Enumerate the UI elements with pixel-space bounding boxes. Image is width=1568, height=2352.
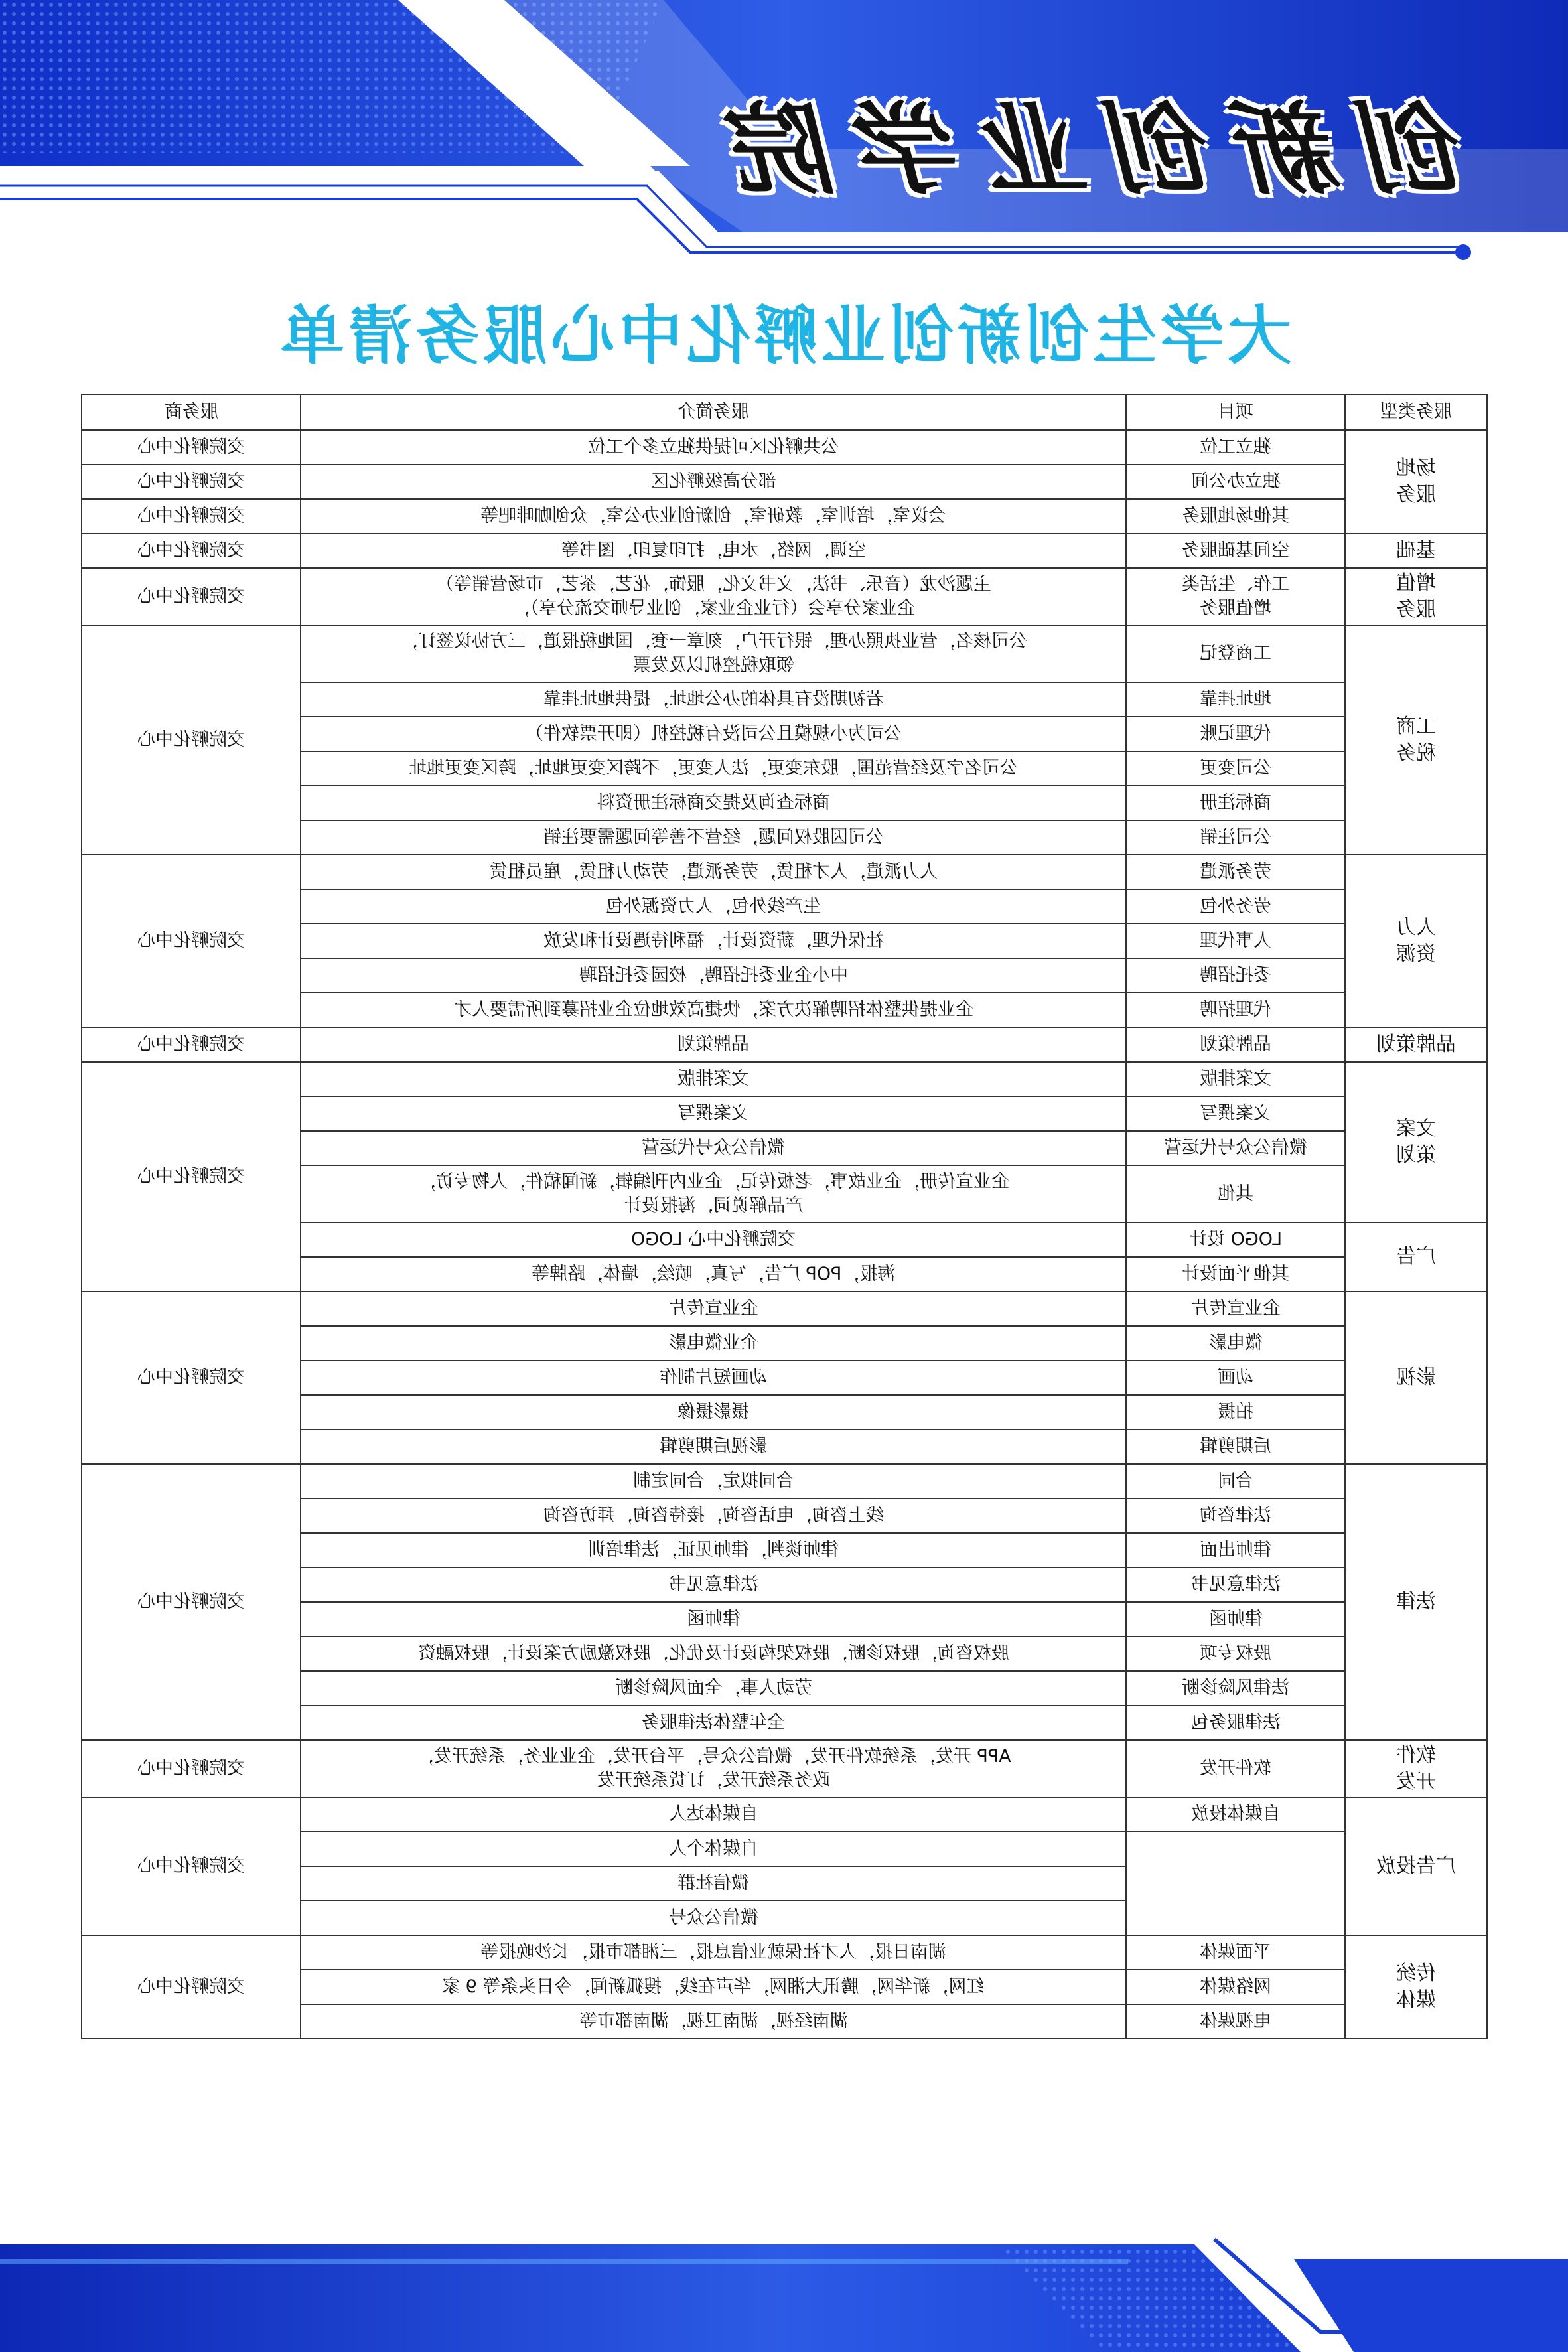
cell-desc: 商标查询及提交商标注册资料 [301, 786, 1126, 820]
cell-desc: 中小企业委托招聘，校园委托招聘 [301, 958, 1126, 993]
cell-item: 平面媒体 [1126, 1935, 1345, 1970]
cell-desc: 微信公众号 [301, 1901, 1126, 1935]
cell-desc: 线上咨询，电话咨询，接待咨询，拜访咨询 [301, 1499, 1126, 1533]
cell-desc: 生产线外包，人力资源外包 [301, 889, 1126, 924]
cell-item: 独立办公间 [1126, 465, 1345, 499]
service-table [81, 394, 1488, 2039]
cell-provider: 交院孵化中心 [82, 855, 301, 1027]
cell-item: 文案排版 [1126, 1062, 1345, 1096]
cell-desc: 律师谈判，律师见证，法律培训 [301, 1533, 1126, 1568]
cell-desc: 海报，POP 广告，写真，喷绘，墙体，路牌等 [301, 1257, 1126, 1291]
cell-provider: 交院孵化中心 [82, 1291, 301, 1464]
cell-item-empty [1126, 1832, 1345, 1935]
cell-item: 其他 [1126, 1165, 1345, 1222]
cell-desc: 自媒体达人 [301, 1797, 1126, 1832]
cell-desc: 文案撰写 [301, 1096, 1126, 1131]
cell-desc: 公司为小规模且公司没有税控机（即开票软件） [301, 717, 1126, 751]
table-row [82, 1935, 1487, 1970]
table-row [82, 1740, 1487, 1797]
table-row [82, 625, 1487, 682]
header-type: 服务类型 [1345, 394, 1487, 430]
cell-item: 法律风险诊断 [1126, 1671, 1345, 1706]
cell-item: 其他平面设计 [1126, 1257, 1345, 1291]
cell-item: 工商登记 [1126, 625, 1345, 682]
cell-item: 股权专项 [1126, 1637, 1345, 1671]
cell-item: 拍摄 [1126, 1395, 1345, 1430]
cell-desc: 湖南日报，人才社保就业信息报，三湘都市报，长沙晚报等 [301, 1935, 1126, 1970]
cell-provider: 交院孵化中心 [82, 1797, 301, 1935]
cell-item: 微信公众号代运营 [1126, 1131, 1345, 1165]
table-row [82, 430, 1487, 465]
cell-item: 其他场地服务 [1126, 499, 1345, 534]
cell-provider: 交院孵化中心 [82, 430, 301, 465]
cell-type: 法律 [1345, 1464, 1487, 1740]
cell-desc: 律师函 [301, 1602, 1126, 1637]
cell-desc: APP 开发，系统软件开发，微信公众号，平台开发，企业业务，系统开发， 政务系统开发，订货系统开发 [301, 1740, 1126, 1797]
cell-item: 后期剪辑 [1126, 1430, 1345, 1464]
cell-item: 企业宣传片 [1126, 1291, 1345, 1326]
cell-item: 商标注册 [1126, 786, 1345, 820]
cell-provider: 交院孵化中心 [82, 1027, 301, 1062]
cell-item: 动画 [1126, 1360, 1345, 1395]
cell-item: 代理记账 [1126, 717, 1345, 751]
cell-provider: 交院孵化中心 [82, 534, 301, 568]
cell-desc: 会议室，培训室，教研室，创新创业办公室，众创咖啡吧等 [301, 499, 1126, 534]
header-provider: 服务商 [82, 394, 301, 430]
cell-item: 地址挂靠 [1126, 682, 1345, 717]
cell-desc: 红网，新华网，腾讯大湘网，华声在线，搜狐新闻，今日头条等 9 家 [301, 1970, 1126, 2004]
cell-desc: 劳动人事，全面风险诊断 [301, 1671, 1126, 1706]
cell-item: 劳务派遣 [1126, 855, 1345, 889]
table-row [82, 1464, 1487, 1499]
cell-desc: 人力派遣，人才租赁，劳务派遣，劳动力租赁，雇员租赁 [301, 855, 1126, 889]
table-row [82, 534, 1487, 568]
cell-item: 品牌策划 [1126, 1027, 1345, 1062]
cell-desc: 文案排版 [301, 1062, 1126, 1096]
cell-type: 影视 [1345, 1291, 1487, 1464]
cell-item: 公司变更 [1126, 751, 1345, 786]
cell-provider: 交院孵化中心 [82, 465, 301, 499]
cell-desc: 交院孵化中心 LOGO [301, 1222, 1126, 1257]
cell-desc: 湖南经视，湖南卫视，湖南都市等 [301, 2004, 1126, 2039]
cell-type: 传统 媒体 [1345, 1935, 1487, 2039]
cell-item: 委托招聘 [1126, 958, 1345, 993]
cell-desc: 动画短片制作 [301, 1360, 1126, 1395]
cell-desc: 自媒体个人 [301, 1832, 1126, 1866]
cell-type: 场地 服务 [1345, 430, 1487, 534]
cell-desc: 合同拟定，合同定制 [301, 1464, 1126, 1499]
cell-desc: 公司因股权问题，经营不善等问题需要注销 [301, 820, 1126, 855]
cell-desc: 企业宣传片 [301, 1291, 1126, 1326]
cell-item: 代理招聘 [1126, 993, 1345, 1027]
cell-item: 法律意见书 [1126, 1568, 1345, 1602]
cell-type: 软件 开发 [1345, 1740, 1487, 1797]
cell-desc: 法律意见书 [301, 1568, 1126, 1602]
cell-desc: 企业宣传册，企业故事，老板传记，企业内刊编辑，新闻稿件，人物专访， 产品解说词，海报设计 [301, 1165, 1126, 1222]
cell-item: LOGO 设计 [1126, 1222, 1345, 1257]
cell-desc: 公司核名，营业执照办理，银行开户，刻章一套，国地税报道，三方协议签订， 领取税控机以及发票 [301, 625, 1126, 682]
cell-item: 微电影 [1126, 1326, 1345, 1360]
table-row [82, 465, 1487, 499]
cell-provider: 交院孵化中心 [82, 625, 301, 855]
cell-desc: 公司名字及经营范围，股东变更，法人变更，不跨区变更地址，跨区变更地址 [301, 751, 1126, 786]
cell-provider: 交院孵化中心 [82, 568, 301, 625]
cell-item: 文案撰写 [1126, 1096, 1345, 1131]
cell-item: 网络媒体 [1126, 1970, 1345, 2004]
table-row [82, 568, 1487, 625]
cell-item: 空间基础服务 [1126, 534, 1345, 568]
cell-item: 公司注销 [1126, 820, 1345, 855]
cell-item: 独立工位 [1126, 430, 1345, 465]
cell-type: 文案 策划 [1345, 1062, 1487, 1222]
cell-type: 品牌策划 [1345, 1027, 1487, 1062]
footer-banner [0, 2219, 1568, 2352]
cell-item: 律师函 [1126, 1602, 1345, 1637]
cell-item: 法律咨询 [1126, 1499, 1345, 1533]
cell-type: 人力 资源 [1345, 855, 1487, 1027]
cell-item: 自媒体投放 [1126, 1797, 1345, 1832]
cell-type: 增值 服务 [1345, 568, 1487, 625]
table-row [82, 1797, 1487, 1832]
cell-provider: 交院孵化中心 [82, 1935, 301, 2039]
cell-type: 广告投放 [1345, 1797, 1487, 1935]
cell-item: 劳务外包 [1126, 889, 1345, 924]
cell-provider: 交院孵化中心 [82, 1740, 301, 1797]
cell-desc: 摄影摄像 [301, 1395, 1126, 1430]
cell-desc: 公共孵化区可提供独立多个工位 [301, 430, 1126, 465]
header-item: 项目 [1126, 394, 1345, 430]
table-row [82, 499, 1487, 534]
cell-desc: 空调，网络，水电，打印复印，图书等 [301, 534, 1126, 568]
header-desc: 服务简介 [301, 394, 1126, 430]
cell-provider: 交院孵化中心 [82, 1464, 301, 1740]
brand-title: 创新创业学院 [711, 92, 1468, 208]
cell-item: 法律服务包 [1126, 1706, 1345, 1740]
table-row [82, 1062, 1487, 1096]
table-header-row [82, 394, 1487, 430]
cell-desc: 全年整体法律服务 [301, 1706, 1126, 1740]
cell-item: 合同 [1126, 1464, 1345, 1499]
cell-item: 电视媒体 [1126, 2004, 1345, 2039]
cell-desc: 主题沙龙（音乐、书法，文书文化，服饰，花艺，茶艺，市场营销等） 企业家分享会（行业企业家，创业导师交流分享）， [301, 568, 1126, 625]
cell-item: 工作、生活类 增值服务 [1126, 568, 1345, 625]
cell-provider: 交院孵化中心 [82, 499, 301, 534]
cell-item: 律师出面 [1126, 1533, 1345, 1568]
cell-desc: 企业微电影 [301, 1326, 1126, 1360]
cell-type: 基础 [1345, 534, 1487, 568]
cell-item: 人事代理 [1126, 924, 1345, 958]
cell-desc: 影视后期剪辑 [301, 1430, 1126, 1464]
cell-desc: 股权咨询，股权诊断，股权架构设计及优化，股权激励方案设计，股权融资 [301, 1637, 1126, 1671]
table-row [82, 1027, 1487, 1062]
cell-desc: 若初期没有具体的办公地址，提供地址挂靠 [301, 682, 1126, 717]
cell-desc: 微信公众号代运营 [301, 1131, 1126, 1165]
cell-desc: 品牌策划 [301, 1027, 1126, 1062]
cell-provider: 交院孵化中心 [82, 1062, 301, 1291]
cell-type: 广告 [1345, 1222, 1487, 1291]
table-row [82, 1291, 1487, 1326]
cell-item: 软件开发 [1126, 1740, 1345, 1797]
cell-desc: 企业提供整体招聘解决方案，快捷高效地位企业招募到所需要人才 [301, 993, 1126, 1027]
cell-type: 工商 税务 [1345, 625, 1487, 855]
cell-desc: 微信社群 [301, 1866, 1126, 1901]
table-row [82, 855, 1487, 889]
cell-desc: 部分高级孵化区 [301, 465, 1126, 499]
page-title: 大学生创新创业孵化中心服务清单 [276, 299, 1292, 373]
cell-desc: 社保代理，薪资设计，福利待遇设计和发放 [301, 924, 1126, 958]
